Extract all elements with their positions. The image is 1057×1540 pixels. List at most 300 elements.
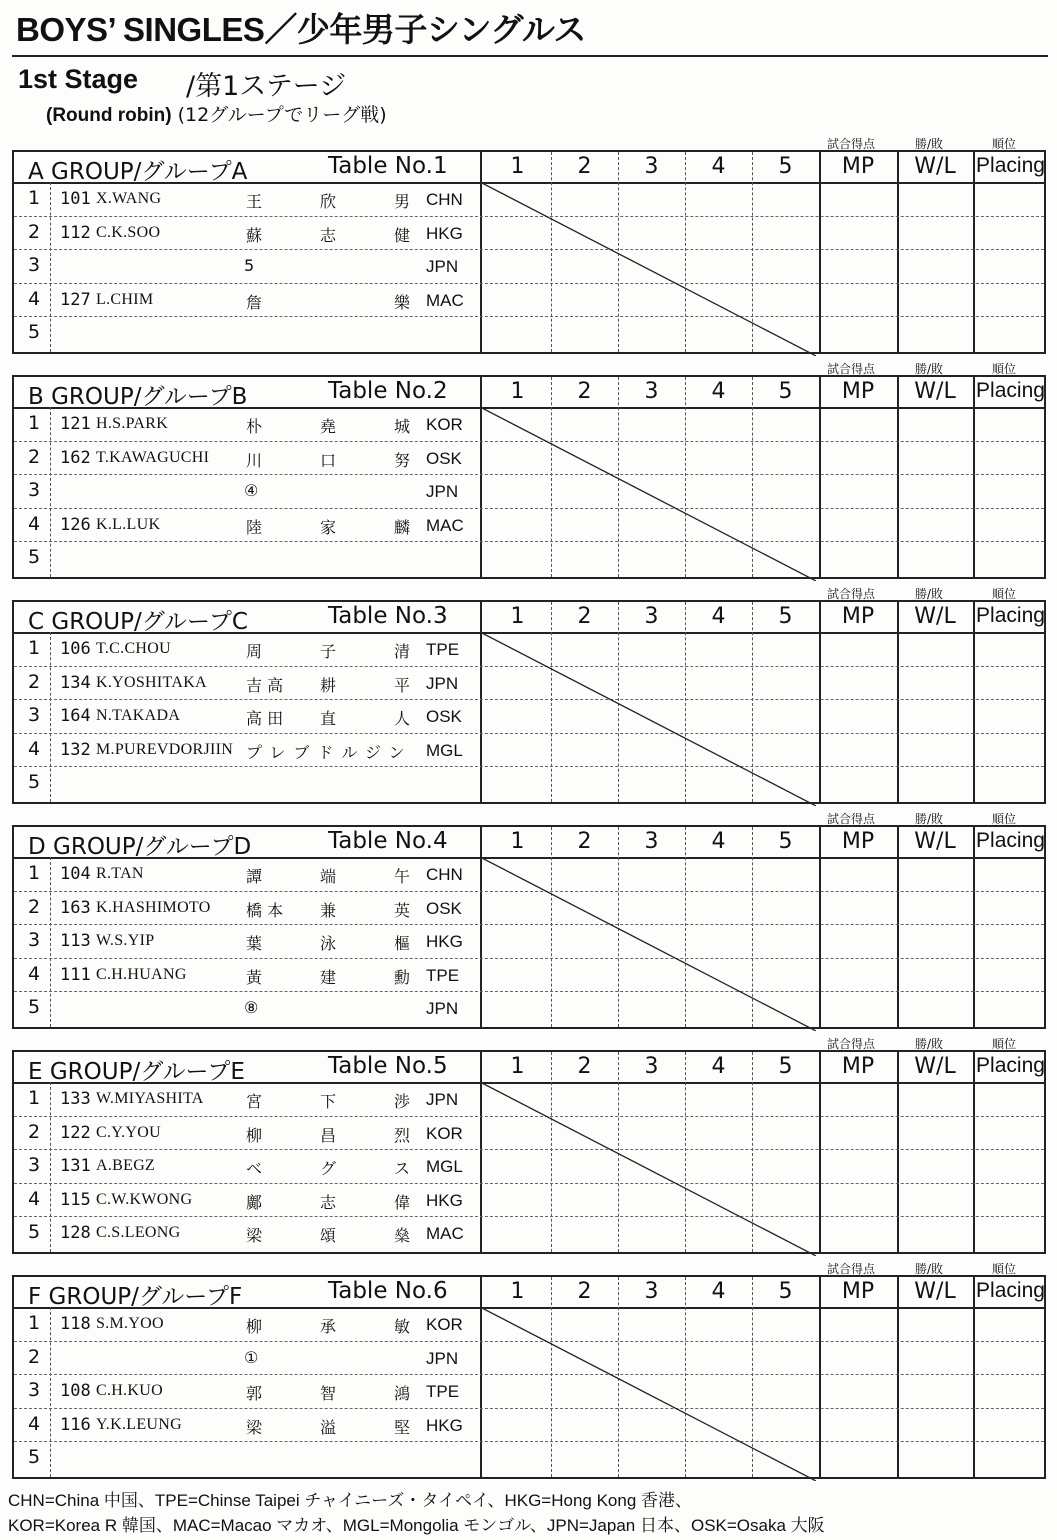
column-number-header: 5 (778, 379, 793, 404)
player-name-kanji: 建 (320, 967, 337, 987)
column-divider (897, 377, 899, 577)
group-header-row (14, 1277, 1044, 1309)
group-table (12, 812, 1046, 1029)
player-country: KOR (426, 1315, 463, 1334)
column-header-placing: Placing (976, 1054, 1045, 1077)
player-name-kanji: 燊 (394, 1226, 411, 1245)
player-id: 126 (60, 514, 91, 535)
player-name-kanji: 鴻 (394, 1384, 411, 1403)
player-name-kanji: 橋 本 (246, 900, 284, 920)
column-header-mp: MP (841, 829, 875, 854)
column-divider (973, 377, 975, 577)
column-number-header: 1 (510, 604, 525, 629)
player-row (14, 542, 474, 575)
player-name-kanji: 勳 (394, 967, 411, 987)
column-header-ja: 勝/敗 (915, 587, 944, 601)
player-name: C.H.KUO (96, 1382, 163, 1399)
player-name-kanji: 志 (320, 225, 337, 245)
seed-marker: ⑧ (244, 998, 259, 1017)
player-name-kanji: 男 (394, 192, 411, 211)
player-name-kanji: 樞 (394, 934, 411, 953)
player-name-kanji: 柳 (246, 1125, 263, 1145)
self-match-diagonal (480, 632, 816, 806)
column-number-header: 3 (644, 1054, 659, 1079)
player-name-kanji: 健 (394, 225, 411, 245)
column-divider (897, 827, 899, 1027)
player-id: 133 (60, 1089, 91, 1109)
column-header-mp: MP (841, 604, 875, 629)
player-name-kanji: 偉 (394, 1192, 411, 1212)
player-name-kanji: 平 (394, 675, 411, 695)
player-name-kanji: 高 田 (246, 709, 284, 728)
table-number: Table No.6 (328, 1278, 448, 1304)
group-name: E GROUP/グループE (28, 1059, 245, 1085)
player-position: 5 (27, 996, 41, 1018)
player-country: MGL (426, 1157, 463, 1176)
player-id: 118 (60, 1314, 91, 1334)
column-number-header: 2 (577, 154, 592, 179)
player-row (14, 925, 474, 958)
player-position: 5 (27, 1446, 41, 1468)
player-country: HKG (426, 223, 463, 243)
player-country: JPN (426, 482, 459, 501)
player-name-kanji: 川 (246, 450, 263, 470)
player-row (14, 1117, 474, 1150)
player-position: 5 (27, 321, 41, 343)
player-row (14, 250, 474, 283)
column-header-mp: MP (841, 379, 875, 404)
column-header-placing: Placing (976, 379, 1045, 402)
player-name-kanji: 樂 (394, 292, 411, 312)
column-header-ja: 勝/敗 (915, 137, 944, 151)
player-name-kanji: 努 (394, 450, 411, 470)
player-name: T.KAWAGUCHI (96, 448, 210, 466)
seed-marker: 5 (244, 256, 255, 275)
player-position: 1 (27, 637, 41, 659)
player-id: 111 (60, 964, 91, 985)
player-id: 106 (60, 639, 91, 659)
player-row (14, 1409, 474, 1442)
player-row (14, 1184, 474, 1217)
player-row (14, 475, 474, 508)
player-id: 108 (60, 1381, 91, 1401)
player-position: 5 (27, 1221, 41, 1243)
column-header-ja: 勝/敗 (915, 812, 944, 826)
player-name-kanji: 耕 (320, 675, 337, 695)
player-name-kanji: ス (394, 1159, 411, 1178)
column-header-ja: 試合得点 (827, 587, 876, 601)
player-name-kanji: 午 (394, 867, 411, 886)
player-name-kanji: 下 (320, 1092, 337, 1111)
column-divider (973, 152, 975, 352)
player-id: 131 (60, 1156, 91, 1176)
player-name-kanji: 烈 (394, 1125, 411, 1145)
group-header-row (14, 377, 1044, 409)
column-number-header: 1 (510, 379, 525, 404)
group-header-row (14, 152, 1044, 184)
column-divider (819, 1052, 821, 1252)
player-country: JPN (426, 1348, 459, 1368)
player-id: 163 (60, 897, 91, 918)
player-country: MAC (426, 290, 464, 310)
group-box (12, 150, 1046, 354)
player-name: C.W.KWONG (96, 1190, 193, 1208)
seed-marker: ④ (244, 481, 259, 500)
player-row (14, 509, 474, 542)
player-name-kanji: 承 (320, 1317, 337, 1336)
player-name: K.L.LUK (96, 515, 161, 533)
group-box (12, 1050, 1046, 1254)
player-country: JPN (426, 673, 459, 693)
column-divider (897, 1277, 899, 1477)
column-number-header: 3 (644, 829, 659, 854)
stage-subtitle-ja: (12グループでリーグ戦) (177, 104, 387, 126)
player-country: OSK (426, 707, 462, 726)
player-name: T.C.CHOU (96, 640, 171, 657)
column-divider (819, 827, 821, 1027)
player-country: JPN (426, 1090, 459, 1109)
player-name-kanji: 志 (320, 1192, 337, 1212)
column-divider (819, 1277, 821, 1477)
column-header-ja: 順位 (992, 137, 1017, 151)
player-country: HKG (426, 1190, 463, 1210)
player-name-kanji: 人 (394, 709, 411, 728)
column-divider (819, 152, 821, 352)
column-divider (973, 1052, 975, 1252)
column-number-header: 4 (711, 829, 726, 854)
player-name-kanji: 頌 (320, 1226, 337, 1245)
column-divider (819, 377, 821, 577)
column-header-ja: 順位 (992, 1262, 1017, 1276)
column-header-wl: W/L (914, 829, 956, 854)
player-position: 4 (27, 1187, 41, 1210)
group-table (12, 362, 1046, 579)
column-number-header: 5 (778, 829, 793, 854)
player-name: W.S.YIP (96, 932, 155, 949)
column-number-header: 3 (644, 154, 659, 179)
player-row (14, 667, 474, 700)
column-number-header: 2 (577, 829, 592, 854)
player-name-kanji: 黃 (246, 967, 263, 987)
player-position: 2 (27, 220, 41, 243)
group-box (12, 1275, 1046, 1479)
column-header-placing: Placing (976, 154, 1045, 177)
column-number-header: 5 (778, 154, 793, 179)
player-id: 122 (60, 1122, 91, 1143)
group-name: F GROUP/グループF (28, 1284, 243, 1310)
player-position: 3 (27, 929, 41, 951)
player-id: 134 (60, 672, 91, 693)
player-name: C.H.HUANG (96, 965, 187, 983)
player-position: 4 (27, 737, 41, 760)
column-number-header: 3 (644, 1279, 659, 1304)
player-name-kanji: 朴 (246, 417, 263, 436)
column-header-ja: 試合得点 (827, 812, 876, 826)
player-row (14, 217, 474, 250)
column-number-header: 4 (711, 154, 726, 179)
column-number-header: 1 (510, 1054, 525, 1079)
player-country: HKG (426, 932, 463, 951)
player-row (14, 992, 474, 1025)
player-id: 112 (60, 222, 91, 243)
player-position: 1 (27, 1087, 41, 1109)
column-divider (973, 827, 975, 1027)
self-match-diagonal (480, 182, 816, 356)
stage-label-ja: /第1ステージ (186, 71, 347, 102)
player-row (14, 1308, 474, 1341)
self-match-diagonal (480, 1307, 816, 1481)
column-divider (819, 602, 821, 802)
column-header-mp: MP (841, 1054, 875, 1079)
player-position: 2 (27, 670, 41, 693)
player-name-kanji: 吉 高 (246, 675, 284, 695)
table-number: Table No.1 (328, 153, 448, 179)
player-country: TPE (426, 1382, 460, 1401)
player-name-kanji: 堯 (320, 417, 337, 436)
group-header-row (14, 1052, 1044, 1084)
player-position: 5 (27, 546, 41, 568)
player-name: L.CHIM (96, 290, 154, 308)
group-table (12, 137, 1046, 354)
column-header-placing: Placing (976, 1279, 1045, 1302)
player-position: 1 (27, 187, 41, 209)
group-name: D GROUP/グループD (28, 834, 252, 860)
player-row (14, 1342, 474, 1375)
player-name-kanji: 子 (320, 642, 337, 661)
column-number-header: 2 (577, 1054, 592, 1079)
column-number-header: 4 (711, 1279, 726, 1304)
player-position: 2 (27, 1120, 41, 1143)
column-header-wl: W/L (914, 604, 956, 629)
table-number: Table No.4 (328, 828, 448, 854)
column-number-header: 1 (510, 829, 525, 854)
player-row (14, 317, 474, 350)
column-header-ja: 勝/敗 (915, 1037, 944, 1051)
player-row (14, 1217, 474, 1250)
player-position: 1 (27, 862, 41, 884)
stage-subtitle (46, 100, 387, 127)
player-row (14, 633, 474, 666)
player-row (14, 183, 474, 216)
player-row (14, 700, 474, 733)
player-name-kanji: 泳 (320, 934, 337, 953)
column-divider (973, 1277, 975, 1477)
column-header-wl: W/L (914, 1279, 956, 1304)
column-header-mp: MP (841, 1279, 875, 1304)
player-name-kanji: 王 (246, 192, 263, 211)
column-number-header: 4 (711, 1054, 726, 1079)
player-name-kanji: 宮 (246, 1092, 263, 1111)
column-number-header: 3 (644, 379, 659, 404)
player-row (14, 1442, 474, 1475)
player-position: 3 (27, 479, 41, 501)
player-name: C.K.SOO (96, 223, 161, 241)
player-row (14, 408, 474, 441)
group-table (12, 587, 1046, 804)
player-name-kanji: ベ (246, 1159, 263, 1178)
stage-label: 1st Stage (18, 64, 139, 94)
player-id: 101 (60, 189, 91, 209)
table-number: Table No.2 (328, 378, 448, 404)
column-number-header: 1 (510, 154, 525, 179)
self-match-diagonal (480, 857, 816, 1031)
player-country: KOR (426, 1123, 463, 1143)
column-header-wl: W/L (914, 1054, 956, 1079)
group-header-row (14, 827, 1044, 859)
group-table (12, 1262, 1046, 1479)
column-divider (897, 1052, 899, 1252)
column-header-ja: 試合得点 (827, 1037, 876, 1051)
group-table (12, 1037, 1046, 1254)
group-name: B GROUP/グループB (28, 384, 248, 410)
column-number-header: 5 (778, 1279, 793, 1304)
player-name-kanji: 直 (320, 709, 337, 728)
player-name-kanji: 柳 (246, 1317, 263, 1336)
player-id: 113 (60, 931, 91, 951)
group-name: A GROUP/グループA (28, 159, 248, 185)
player-row (14, 284, 474, 317)
column-number-header: 4 (711, 604, 726, 629)
group-box (12, 375, 1046, 579)
player-row (14, 1083, 474, 1116)
player-row (14, 734, 474, 767)
player-name-kanji: 家 (320, 517, 337, 537)
column-header-ja: 順位 (992, 1037, 1017, 1051)
column-number-header: 2 (577, 379, 592, 404)
player-name: W.MIYASHITA (96, 1090, 204, 1107)
player-name: N.TAKADA (96, 707, 181, 724)
player-country: CHN (426, 190, 463, 209)
player-name-kanji: 詹 (246, 292, 263, 312)
player-country: CHN (426, 865, 463, 884)
player-id: 115 (60, 1189, 91, 1210)
column-header-ja: 試合得点 (827, 362, 876, 376)
player-position: 2 (27, 895, 41, 918)
player-id: 164 (60, 706, 91, 726)
player-name-kanji: 葉 (246, 934, 263, 953)
player-position: 2 (27, 1345, 41, 1368)
column-header-ja: 順位 (992, 362, 1017, 376)
column-number-header: 1 (510, 1279, 525, 1304)
footer-legend-line-1: CHN=China 中国、TPE=Chinse Taipei チャイニーズ・タイペイ、HKG=Hong Kong 香港、 (8, 1491, 693, 1510)
title-rule (12, 55, 1048, 57)
table-number: Table No.5 (328, 1053, 448, 1079)
player-name-kanji: 英 (394, 900, 411, 920)
player-name: S.M.YOO (96, 1315, 164, 1332)
player-row (14, 767, 474, 800)
player-name-kanji: 昌 (320, 1125, 337, 1145)
player-name: H.S.PARK (96, 415, 169, 432)
column-header-ja: 勝/敗 (915, 1262, 944, 1276)
player-position: 1 (27, 1312, 41, 1334)
player-country: JPN (426, 999, 459, 1018)
player-country: OSK (426, 898, 462, 918)
column-divider (897, 602, 899, 802)
player-name: K.HASHIMOTO (96, 898, 211, 916)
player-name-kanji: 溢 (320, 1417, 337, 1437)
player-name-kanji: 智 (320, 1384, 337, 1403)
player-position: 5 (27, 771, 41, 793)
stage-subtitle-en: (Round robin) (46, 105, 172, 126)
player-row (14, 892, 474, 925)
player-id: 116 (60, 1414, 91, 1435)
player-name: K.YOSHITAKA (96, 673, 207, 691)
player-position: 2 (27, 445, 41, 468)
player-name: C.S.LEONG (96, 1224, 181, 1241)
player-position: 4 (27, 1412, 41, 1435)
player-name-kanji: 麟 (394, 517, 411, 537)
player-id: 104 (60, 864, 91, 884)
player-row (14, 442, 474, 475)
column-header-ja: 試合得点 (827, 1262, 876, 1276)
player-name: Y.K.LEUNG (96, 1415, 182, 1433)
player-position: 3 (27, 704, 41, 726)
player-id: 132 (60, 739, 91, 760)
player-name-kanji: 梁 (246, 1226, 263, 1245)
player-position: 4 (27, 512, 41, 535)
player-name: R.TAN (96, 865, 144, 882)
player-name-kanji: 敏 (394, 1317, 411, 1336)
player-name-kanji: 郭 (246, 1384, 263, 1403)
player-name-kanji: プレブドルジン (246, 742, 413, 762)
group-box (12, 600, 1046, 804)
player-row (14, 1150, 474, 1183)
player-country: MAC (426, 1224, 464, 1243)
player-name-kanji: 端 (320, 867, 337, 886)
seed-marker: ① (244, 1347, 259, 1367)
column-number-header: 2 (577, 1279, 592, 1304)
player-country: OSK (426, 448, 462, 468)
self-match-diagonal (480, 407, 816, 581)
column-number-header: 5 (778, 604, 793, 629)
player-row (14, 1375, 474, 1408)
player-name: A.BEGZ (96, 1157, 156, 1174)
player-country: JPN (426, 257, 459, 276)
column-divider (973, 602, 975, 802)
player-name-kanji: 欣 (320, 192, 337, 211)
player-name-kanji: 渉 (394, 1092, 411, 1111)
self-match-diagonal (480, 1082, 816, 1256)
column-header-mp: MP (841, 154, 875, 179)
column-header-ja: 順位 (992, 587, 1017, 601)
player-id: 121 (60, 414, 91, 434)
player-id: 162 (60, 447, 91, 468)
column-number-header: 2 (577, 604, 592, 629)
column-header-wl: W/L (914, 379, 956, 404)
page-title: BOYS’ SINGLES／少年男子シングルス (16, 11, 586, 48)
player-name: C.Y.YOU (96, 1123, 161, 1141)
player-position: 3 (27, 1379, 41, 1401)
player-name-kanji: 梁 (246, 1417, 263, 1437)
footer-legend-line-2: KOR=Korea R 韓国、MAC=Macao マカオ、MGL=Mongolia モンゴル、JPN=Japan 日本、OSK=Osaka 大阪 (8, 1516, 825, 1535)
player-name-kanji: 蘇 (246, 225, 263, 245)
player-position: 4 (27, 287, 41, 310)
column-header-placing: Placing (976, 829, 1045, 852)
column-divider (897, 152, 899, 352)
player-country: HKG (426, 1415, 463, 1435)
player-country: TPE (426, 640, 460, 659)
player-position: 4 (27, 962, 41, 985)
column-number-header: 4 (711, 379, 726, 404)
player-position: 1 (27, 412, 41, 434)
player-name: M.PUREVDORJIIN (96, 740, 234, 758)
player-name: X.WANG (96, 190, 162, 207)
player-name-kanji: 鄺 (246, 1192, 263, 1212)
column-number-header: 5 (778, 1054, 793, 1079)
player-name-kanji: 兼 (320, 900, 337, 920)
player-row (14, 858, 474, 891)
column-header-ja: 勝/敗 (915, 362, 944, 376)
